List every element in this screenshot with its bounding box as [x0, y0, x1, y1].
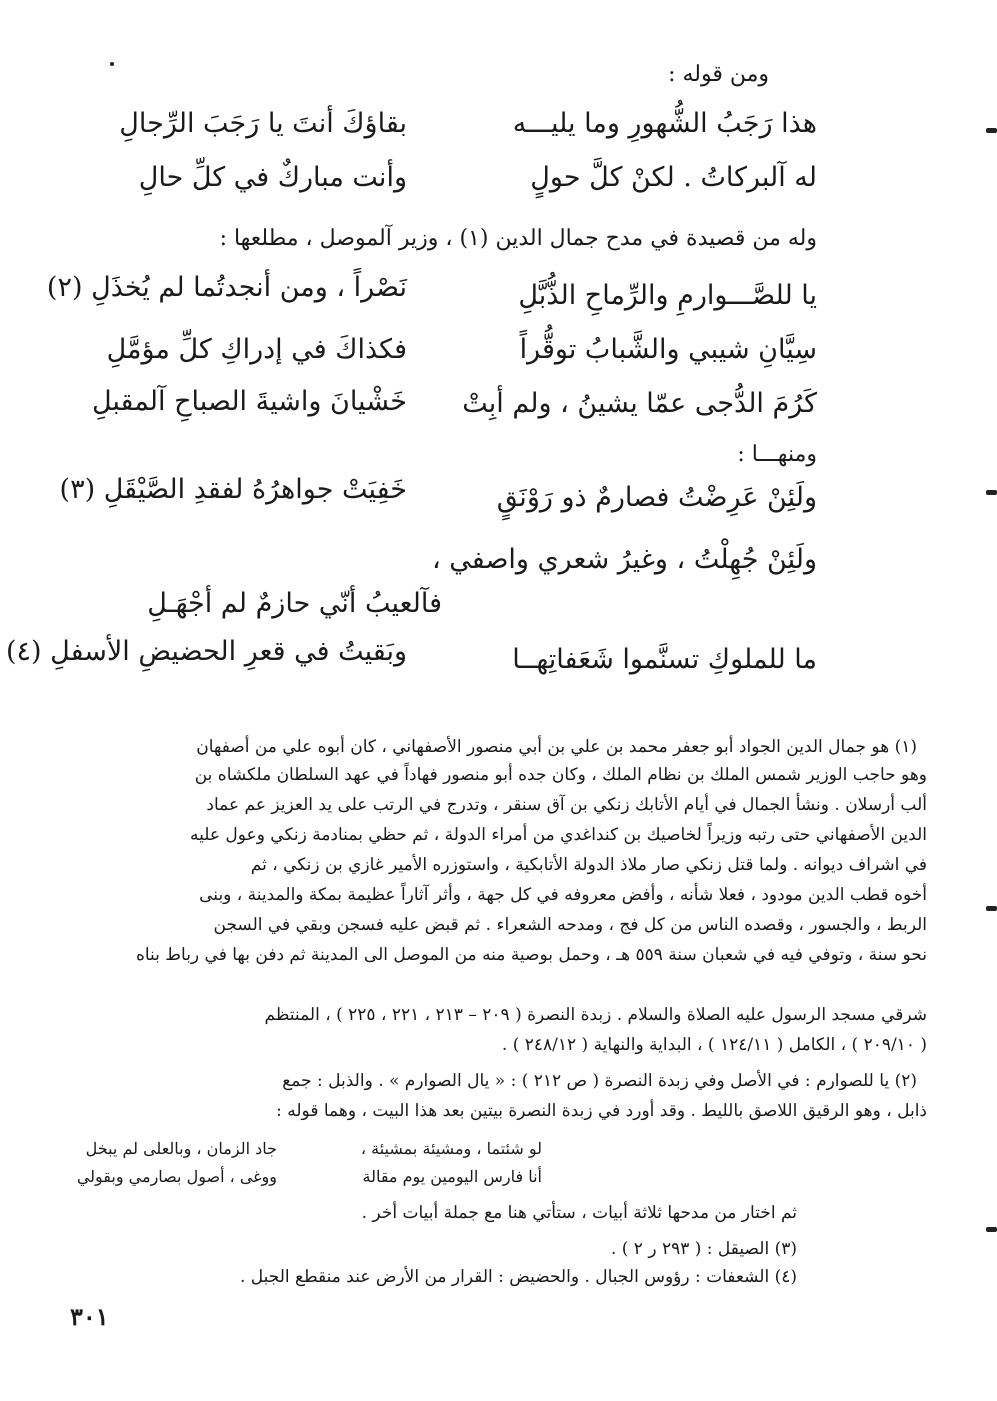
verse-second-hemistich: خَفِيَتْ جواهرُهُ لفقدِ الصَّيْقَلِ (٣)	[59, 474, 407, 505]
edge-mark	[986, 128, 997, 133]
footnote-verse-second: جاد الزمان ، وبالعلى لم يبخل	[85, 1139, 277, 1158]
footnote-line: ( ٢٠٩/١٠ ) ، الكامل ( ١٢٤/١١ ) ، البداية والنهاية ( ٢٤٨/١٢ ) .	[501, 1035, 927, 1055]
verse-first-hemistich: سِيَّانِ شيبي والشَّبابُ توقُّراً	[519, 334, 817, 365]
verse-second-hemistich: بقاؤكَ أنتَ يا رَجَبَ الرِّجالِ	[119, 108, 407, 139]
verse-first-hemistich: كَرُمَ الدُّجى عمّا يشينُ ، ولم أبِتْ	[462, 388, 817, 419]
footnote-line: وهو حاجب الوزير شمس الملك بن نظام الملك ، وكان جده أبو منصور فهاداً في عهد السلطان ملكشاه بن	[194, 765, 927, 785]
edge-mark	[986, 490, 997, 495]
footnote-line: (١) هو جمال الدين الجواد أبو جعفر محمد بن علي بن أبي منصور الأصفهاني ، كان أبوه علي من أصفهان	[196, 737, 917, 757]
verse-second-hemistich: وأنت مباركٌ في كلِّ حالِ	[138, 162, 407, 193]
verse-first-hemistich: ما للملوكِ تسنَّموا شَعَفاتِهــا	[512, 644, 817, 675]
page-number: ٣٠١	[70, 1302, 109, 1331]
footnote-line: الدين الأصفهاني حتى رتبه وزيراً لخاصيك بن كنداغدي من أمراء الدولة ، ثم حظي بمنادمة زنكي وعول عليه	[190, 825, 927, 845]
intro-line: ومن قوله :	[668, 62, 769, 87]
footnote-line: ألب أرسلان . ونشأ الجمال في أيام الأتابك زنكي بن آق سنقر ، وتدرج في الرتب على يد العزيز عم عماد	[206, 795, 927, 815]
intro-line: وله من قصيدة في مدح جمال الدين (١) ، وزير آلموصل ، مطلعها :	[219, 226, 817, 251]
footnote-verse-second: ووغى ، أصول بصارمي وبقولي	[76, 1167, 277, 1186]
footnote-verse-first: أنا فارس اليومين يوم مقالة	[362, 1167, 542, 1186]
intro-line: ومنهـــا :	[737, 442, 817, 467]
footnote-line: ثم اختار من مدحها ثلاثة أبيات ، ستأتي هنا مع جملة أبيات أخر .	[361, 1203, 797, 1223]
footnote-line: الربط ، والجسور ، وقصده الناس من كل فج ، ومدحه الشعراء . ثم قبض عليه فسجن وبقي في السجن	[213, 915, 927, 935]
verse-second-hemistich: فكذاكَ في إدراكِ كلِّ مؤمَّلِ	[106, 334, 407, 365]
footnote-line: في اشراف ديوانه . ولما قتل زنكي صار ملاذ الدولة الأتابكية ، واستوزره الأمير غازي بن زنكي ، ثم	[250, 855, 927, 875]
verse-first-hemistich: له آلبركاتُ . لكنْ كلَّ حولٍ	[530, 162, 817, 193]
verse-second-hemistich: فآلعيبُ أنّي حازمٌ لم أجْهَـلِ	[147, 588, 442, 619]
footnote-line: (٣) الصيقل : ( ٢٩٣ ر ٢ ) .	[610, 1239, 797, 1259]
footnote-line: (٢) يا للصوارم : في الأصل وفي زبدة النصرة ( ص ٢١٢ ) : « يال الصوارم » . والذبل : جمع	[282, 1071, 917, 1091]
verse-first-hemistich: ولَئِنْ جُهِلْتُ ، وغيرُ شعري واصفي ،	[432, 544, 817, 575]
verse-second-hemistich: وبَقيتُ في قعرِ الحضيضِ الأسفلِ (٤)	[5, 636, 407, 667]
verse-first-hemistich: ولَئِنْ عَرِضْتُ فصارمٌ ذو رَوْنَقٍ	[496, 482, 817, 513]
verse-second-hemistich: نَصْراً ، ومن أنجدتُما لم يُخذَلِ (٢)	[46, 272, 407, 303]
footnote-line: (٤) الشعفات : رؤوس الجبال . والحضيض : القرار من الأرض عند منقطع الجبل .	[239, 1267, 797, 1287]
edge-mark	[986, 1227, 997, 1232]
footnote-verse-first: لو شئتما ، ومشيئة بمشيئة ،	[360, 1139, 542, 1158]
footnote-line: ذابل ، وهو الرقيق اللاصق بالليط . وقد أورد في زبدة النصرة بيتين بعد هذا البيت ، وهما قوله :	[276, 1101, 927, 1121]
verse-first-hemistich: هذا رَجَبُ الشُّهورِ وما يليـــه	[512, 108, 817, 139]
verse-second-hemistich: خَشْيانَ واشيةَ الصباحِ آلمقبلِ	[91, 386, 407, 417]
ink-dot	[110, 62, 114, 66]
footnote-line: نحو سنة ، وتوفي فيه في شعبان سنة ٥٥٩ هـ ، وحمل بوصية منه من الموصل الى المدينة ثم دفن بها في رباط بناه	[135, 945, 927, 965]
footnote-line: أخوه قطب الدين مودود ، فعلا شأنه ، وأفض معروفه في كل جهة ، وأثر آثاراً عظيمة بمكة والمدينة ، وبنى	[199, 885, 927, 905]
verse-first-hemistich: يا للصَّـــوارمِ والرِّماحِ الذُّبَّلِ	[518, 280, 817, 311]
footnote-line: شرقي مسجد الرسول عليه الصلاة والسلام . زبدة النصرة ( ٢٠٩ – ٢١٣ ، ٢٢١ ، ٢٢٥ ) ، المنتظم	[264, 1005, 927, 1025]
edge-mark	[986, 906, 997, 911]
